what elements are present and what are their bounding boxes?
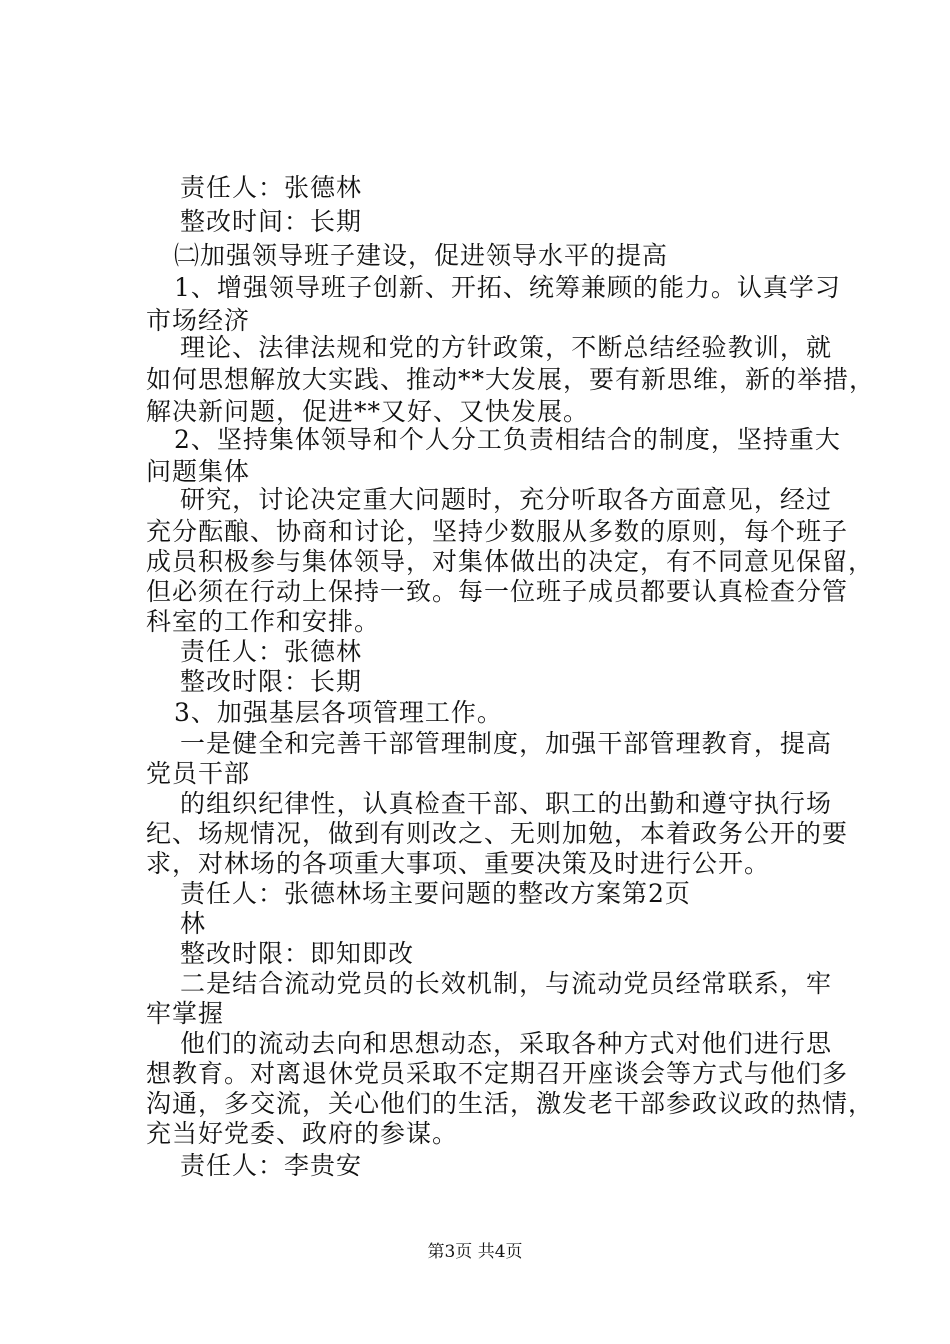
text-line-10: 问题集体 xyxy=(146,457,251,486)
text-line-23: 求，对林场的各项重大事项、重要决策及时进行公开。 xyxy=(146,849,771,878)
text-line-19: 一是健全和完善干部管理制度，加强干部管理教育，提高 xyxy=(180,729,832,758)
text-line-17: 整改时限：长期 xyxy=(180,667,363,696)
text-line-3: ㈡加强领导班子建设，促进领导水平的提高 xyxy=(174,241,669,270)
text-line-7: 如何思想解放大实践、推动**大发展，要有新思维，新的举措， xyxy=(146,365,876,394)
text-line-2: 整改时间：长期 xyxy=(180,207,363,236)
text-line-16: 责任人：张德林 xyxy=(180,637,363,666)
text-line-31: 沟通，多交流，关心他们的生活，激发老干部参政议政的热情， xyxy=(146,1089,875,1118)
text-line-20: 党员干部 xyxy=(146,759,251,788)
text-line-24: 责任人：张德林场主要问题的整改方案第2页 xyxy=(180,879,691,908)
text-line-32: 充当好党委、政府的参谋。 xyxy=(146,1119,459,1148)
text-line-9: 2、坚持集体领导和个人分工负责相结合的制度，坚持重大 xyxy=(174,425,841,454)
text-line-15: 科室的工作和安排。 xyxy=(146,607,381,636)
text-line-14: 但必须在行动上保持一致。每一位班子成员都要认真检查分管 xyxy=(146,577,849,606)
text-line-21: 的组织纪律性，认真检查干部、职工的出勤和遵守执行场 xyxy=(180,789,832,818)
text-line-30: 想教育。对离退休党员采取不定期召开座谈会等方式与他们多 xyxy=(146,1059,849,1088)
text-line-18: 3、加强基层各项管理工作。 xyxy=(174,698,503,727)
text-line-33: 责任人：李贵安 xyxy=(180,1151,363,1180)
text-line-13: 成员积极参与集体领导，对集体做出的决定，有不同意见保留， xyxy=(146,547,875,576)
text-line-8: 解决新问题，促进**又好、又快发展。 xyxy=(146,397,590,426)
text-line-4: 1、增强领导班子创新、开拓、统筹兼顾的能力。认真学习 xyxy=(174,273,841,302)
text-line-1: 责任人：张德林 xyxy=(180,173,363,202)
text-line-12: 充分酝酿、协商和讨论，坚持少数服从多数的原则，每个班子 xyxy=(146,517,849,546)
text-line-5: 市场经济 xyxy=(146,306,251,335)
text-line-29: 他们的流动去向和思想动态，采取各种方式对他们进行思 xyxy=(180,1029,832,1058)
text-line-6: 理论、法律法规和党的方针政策，不断总结经验教训，就 xyxy=(180,333,832,362)
text-line-26: 整改时限：即知即改 xyxy=(180,939,415,968)
text-line-11: 研究，讨论决定重大问题时，充分听取各方面意见，经过 xyxy=(180,485,832,514)
page-footer: 第3页 共4页 xyxy=(427,1242,523,1262)
text-line-27: 二是结合流动党员的长效机制，与流动党员经常联系，牢 xyxy=(180,969,832,998)
text-line-22: 纪、场规情况，做到有则改之、无则加勉，本着政务公开的要 xyxy=(146,819,849,848)
text-line-28: 牢掌握 xyxy=(146,999,225,1028)
text-line-25: 林 xyxy=(180,909,207,938)
